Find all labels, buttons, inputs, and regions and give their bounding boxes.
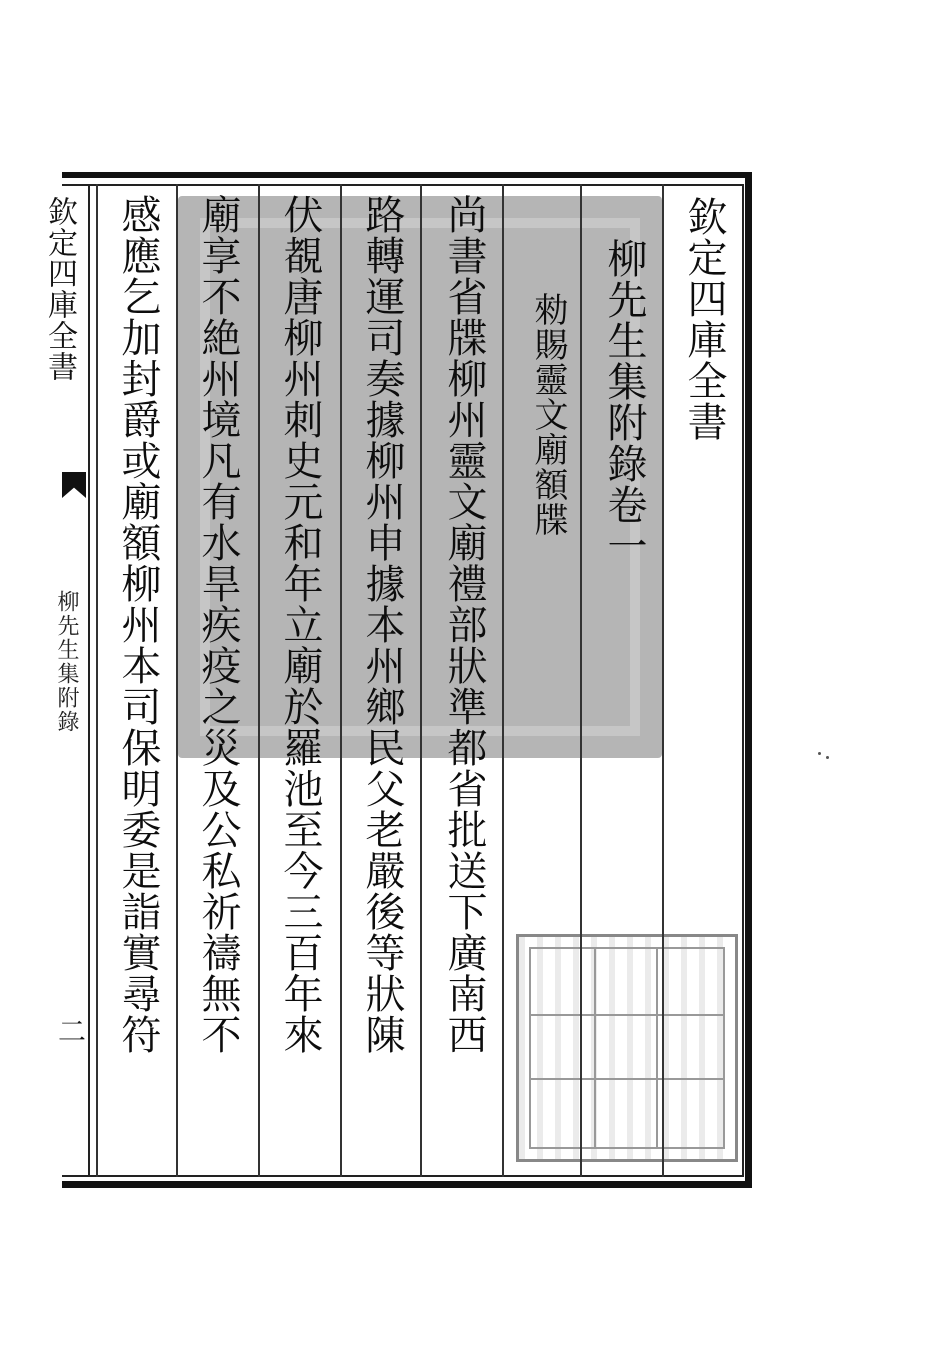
body-line: 廟享不絶州境凡有水旱疾疫之災及公私祈禱無不	[195, 194, 241, 1055]
volume-title: 柳先生集附錄卷一	[601, 238, 647, 566]
page-number: 二	[58, 1015, 87, 1048]
column-rule	[176, 184, 178, 1177]
column-rule	[662, 184, 664, 1177]
column-rule	[96, 184, 98, 1177]
speck	[818, 752, 821, 755]
speck	[826, 756, 829, 759]
small-seal-stamp	[516, 934, 738, 1162]
column-rule	[420, 184, 422, 1177]
column-rule	[258, 184, 260, 1177]
column-rule	[502, 184, 504, 1177]
body-line: 路轉運司奏據柳州申據本州鄉民父老嚴後等狀陳	[359, 194, 405, 1055]
book-title: 欽定四庫全書	[681, 196, 727, 442]
spine-book-title: 欽定四庫全書	[42, 196, 77, 382]
column-rule	[580, 184, 582, 1177]
body-line: 伏覩唐柳州刺史元和年立廟於羅池至今三百年來	[277, 194, 323, 1055]
margin-title: 柳先生集附錄	[54, 590, 79, 734]
body-line: 感應乞加封爵或廟額柳州本司保明委是詣實尋符	[115, 194, 161, 1055]
body-line: 尚書省牒柳州靈文廟禮部狀準都省批送下廣南西	[441, 194, 487, 1055]
column-rule	[340, 184, 342, 1177]
section-title: 勑賜靈文廟額牒	[528, 292, 568, 537]
